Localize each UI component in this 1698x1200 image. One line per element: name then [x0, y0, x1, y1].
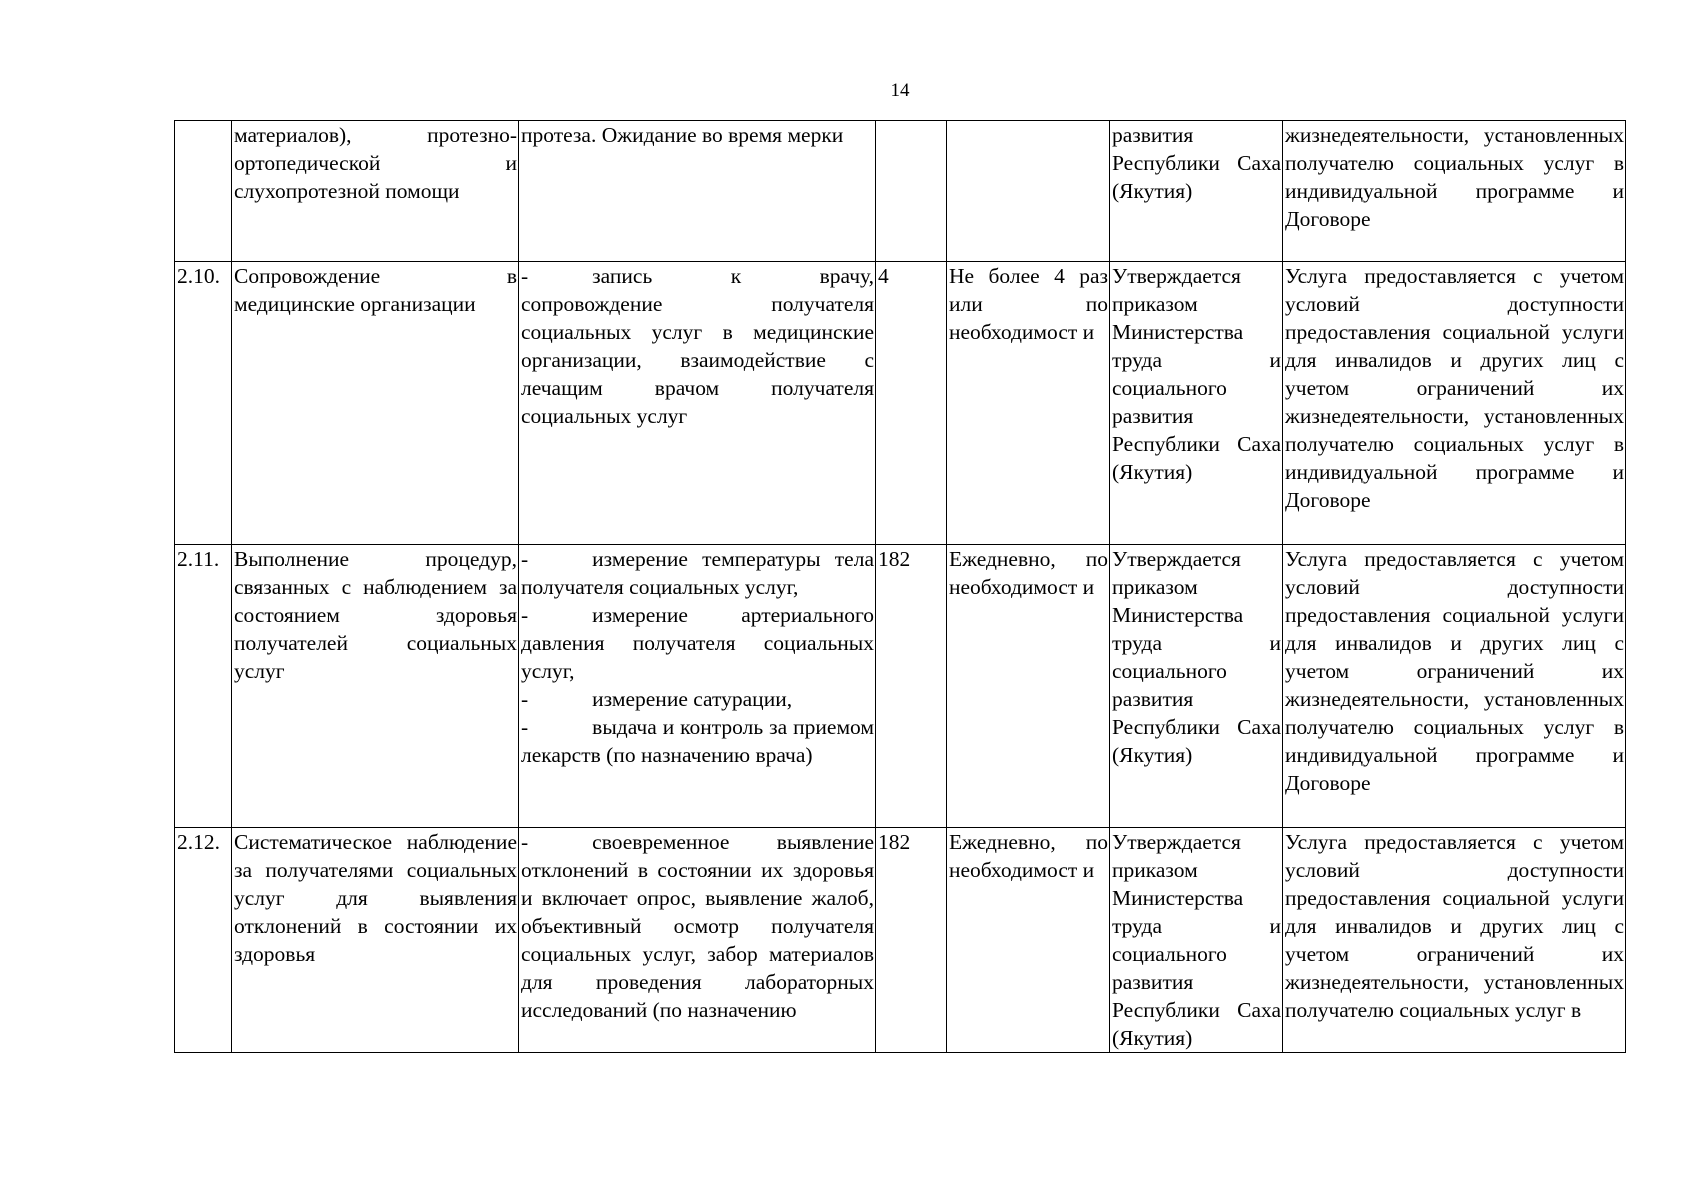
service-name: Систематическое наблюдение за получателями социальных услуг для выявления отклонений в состоянии их здоровья	[232, 828, 519, 1053]
services-table	[174, 120, 1626, 1053]
table-row	[175, 121, 1626, 262]
content-line: измерение сатурации,	[592, 687, 793, 711]
row-number: 2.12.	[175, 828, 232, 1053]
service-count: 182	[876, 828, 947, 1053]
service-standard: Утверждается приказом Министерства труда и социального развития Республики Саха (Якутия)	[1110, 828, 1283, 1053]
service-periodicity	[947, 121, 1110, 262]
content-item: - измерение температуры тела получателя социальных услуг,	[521, 547, 874, 599]
content-item: - своевременное выявление отклонений в состоянии их здоровья и включает опрос, выявление жалоб, объективный осмотр получателя социальных услуг, забор материалов для проведения лабораторных исследований (по назначению	[521, 830, 874, 1022]
service-name: материалов), протезно-ортопедической и слухопротезной помощи	[232, 121, 519, 262]
content-line: протеза. Ожидание во время мерки	[521, 123, 844, 147]
content-line: измерение температуры тела получателя социальных услуг,	[521, 547, 874, 599]
service-content	[519, 121, 876, 262]
service-standard: развития Республики Саха (Якутия)	[1110, 121, 1283, 262]
service-count: 182	[876, 545, 947, 828]
service-periodicity: Не более 4 раз или по необходимост и	[947, 262, 1110, 545]
content-item: - измерение сатурации,	[521, 687, 793, 711]
row-number: 2.10.	[175, 262, 232, 545]
service-name: Сопровождение в медицинские организации	[232, 262, 519, 545]
content-line: своевременное выявление отклонений в состоянии их здоровья и включает опрос, выявление жалоб, объективный осмотр получателя социальных услуг, забор материалов для проведения лабораторных исследований (по назначению	[521, 830, 874, 1022]
content-item: - измерение артериального давления получателя социальных услуг,	[521, 603, 874, 683]
table-row	[175, 828, 1626, 1053]
row-number	[175, 121, 232, 262]
service-name: Выполнение процедур, связанных с наблюдением за состоянием здоровья получателей социальных услуг	[232, 545, 519, 828]
table-row	[175, 262, 1626, 545]
service-content	[519, 828, 876, 1053]
service-content	[519, 545, 876, 828]
service-periodicity: Ежедневно, по необходимост и	[947, 828, 1110, 1053]
service-standard: Утверждается приказом Министерства труда и социального развития Республики Саха (Якутия)	[1110, 262, 1283, 545]
service-conditions: Услуга предоставляется с учетом условий доступности предоставления социальной услуги для инвалидов и других лиц с учетом ограничений их жизнедеятельности, установленных получателю социальных услуг в индивидуальной программе и Договоре	[1283, 545, 1626, 828]
service-content	[519, 262, 876, 545]
table-row	[175, 545, 1626, 828]
service-count: 4	[876, 262, 947, 545]
service-conditions: жизнедеятельности, установленных получателю социальных услуг в индивидуальной программе и Договоре	[1283, 121, 1626, 262]
service-periodicity: Ежедневно, по необходимост и	[947, 545, 1110, 828]
content-line: выдача и контроль за приемом лекарств (по назначению врача)	[521, 715, 874, 767]
service-count	[876, 121, 947, 262]
row-number: 2.11.	[175, 545, 232, 828]
service-standard: Утверждается приказом Министерства труда и социального развития Республики Саха (Якутия)	[1110, 545, 1283, 828]
content-item: - запись к врачу, сопровождение получателя социальных услуг в медицинские организации, взаимодействие с лечащим врачом получателя социальных услуг	[521, 264, 874, 428]
page-number: 14	[890, 80, 910, 101]
service-conditions: Услуга предоставляется с учетом условий доступности предоставления социальной услуги для инвалидов и других лиц с учетом ограничений их жизнедеятельности, установленных получателю социальных услуг в индивидуальной программе и Договоре	[1283, 262, 1626, 545]
content-item: - выдача и контроль за приемом лекарств (по назначению врача)	[521, 715, 874, 767]
service-conditions: Услуга предоставляется с учетом условий доступности предоставления социальной услуги для инвалидов и других лиц с учетом ограничений их жизнедеятельности, установленных получателю социальных услуг в	[1283, 828, 1626, 1053]
content-line: запись к врачу, сопровождение получателя социальных услуг в медицинские организации, взаимодействие с лечащим врачом получателя социальных услуг	[521, 264, 874, 428]
content-line: измерение артериального давления получателя социальных услуг,	[521, 603, 874, 683]
